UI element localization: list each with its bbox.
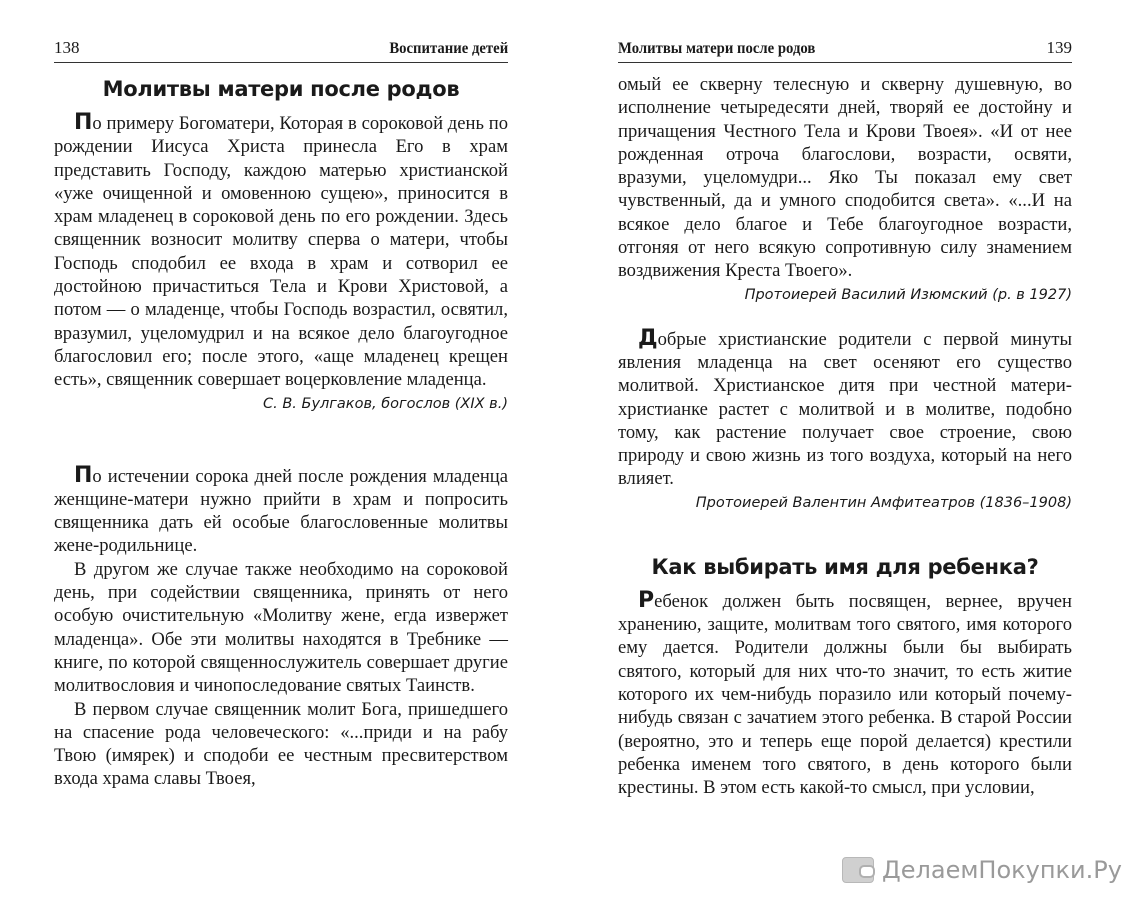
- watermark-text: ДелаемПокупки.Ру: [882, 856, 1122, 884]
- left-page: [54, 36, 508, 791]
- drop-initial: Р: [638, 587, 655, 613]
- paragraph: омый ее скверну телесную и скверну душевную, во исполнение четыредесяти дней, творяй ее достойну и причащения Честного Тела и Крови Твоея». «И от нее рожденная отроча благослови, возрасти, освяти, вразуми, уцеломудри... Яко Ты показал ему свет чувственный, да и умного сподобится света». «...И на всякое дело благое и Тебе благоугодное возрасти, отгоняя от него всякую сопротивную силу знамением воздвижения Креста Твоего».: [618, 74, 1072, 282]
- section-title: Как выбирать имя для ребенка?: [651, 554, 1039, 579]
- section-title: Молитвы матери после родов: [102, 77, 460, 101]
- drop-initial: П: [74, 110, 93, 135]
- paragraph: По истечении сорока дней после рождения младенца женщине-матери нужно прийти в храм и попросить священника дать ей особые благословенные молитвы жене-родильнице.: [54, 462, 508, 557]
- drop-initial: Д: [638, 325, 658, 351]
- paragraph: Ребенок должен быть посвящен, вернее, вручен хранению, защите, молитвам того святого, имя которого ему дается. Родители должны были бы выбирать святого, который для них что-то значит, то есть житие которого их чем-нибудь поразило или который почему-нибудь связан с зачатием этого ребенка. В старой России (вероятно, это и теперь еще порой делается) крестили ребенка именем того святого, в день которого были крестины. В этом есть какой-то смысл, при условии,: [618, 587, 1072, 799]
- paragraph: По примеру Богоматери, Которая в сороковой день по рождении Иисуса Христа принесла Его в храм представить Господу, каждою матерью христианской «уже очищенной и омовенною сущею», приносится в храм младенец в сороковой день по его рождении. Здесь священник возносит молитву сперва о матери, чтобы Господь сподобил ее входа в храм и сотворил ее достойною причаститься Тела и Крови Христовой, а потом — о младенце, чтобы Господь возрастил, освятил, вразумил, уцеломудрил и на всякое дело благоугодное благословил его; после этого, «аще младенец крещен есть», священник совершает воцерковление младенца.: [54, 110, 508, 391]
- drop-initial: П: [74, 462, 93, 488]
- running-head-title: Молитвы матери после родов: [618, 40, 816, 57]
- watermark: [842, 856, 1122, 884]
- right-page: [618, 36, 1072, 799]
- quote-attribution: С. В. Булгаков, богослов (XIX в.): [263, 395, 508, 412]
- quote-attribution: Протоиерей Валентин Амфитеатров (1836–1908): [695, 494, 1072, 511]
- quote-attribution: Протоиерей Василий Изюмский (р. в 1927): [744, 286, 1072, 303]
- paragraph: В первом случае священник молит Бога, пришедшего на спасение рода человеческого: «...приди и на рабу Твою (имярек) и сподоби ее честным пресвитерством входа храма славы Твоея,: [54, 698, 508, 790]
- page-number: 139: [1046, 38, 1072, 57]
- paragraph: Добрые христианские родители с первой минуты явления младенца на свет осеняют его существо молитвой. Христианское дитя при честной матери-христианке растет с молитвой и в молитве, подобно тому, как растение получает свое строение, свою природу и свою жизнь из того воздуха, который на него влияет.: [618, 325, 1072, 490]
- page-number: 138: [54, 38, 80, 57]
- running-head-right: [618, 36, 1072, 63]
- wallet-icon: [842, 857, 874, 883]
- running-head-title: Воспитание детей: [389, 40, 508, 57]
- paragraph: В другом же случае также необходимо на сороковой день, при содействии священника, принять от него особую очистительную «Молитву жене, егда извержет младенца». Обе эти молитвы находятся в Требнике — книге, по которой священнослужитель совершает другие молитвословия и чинопоследование святых Таинств.: [54, 558, 508, 697]
- running-head-left: [54, 36, 508, 63]
